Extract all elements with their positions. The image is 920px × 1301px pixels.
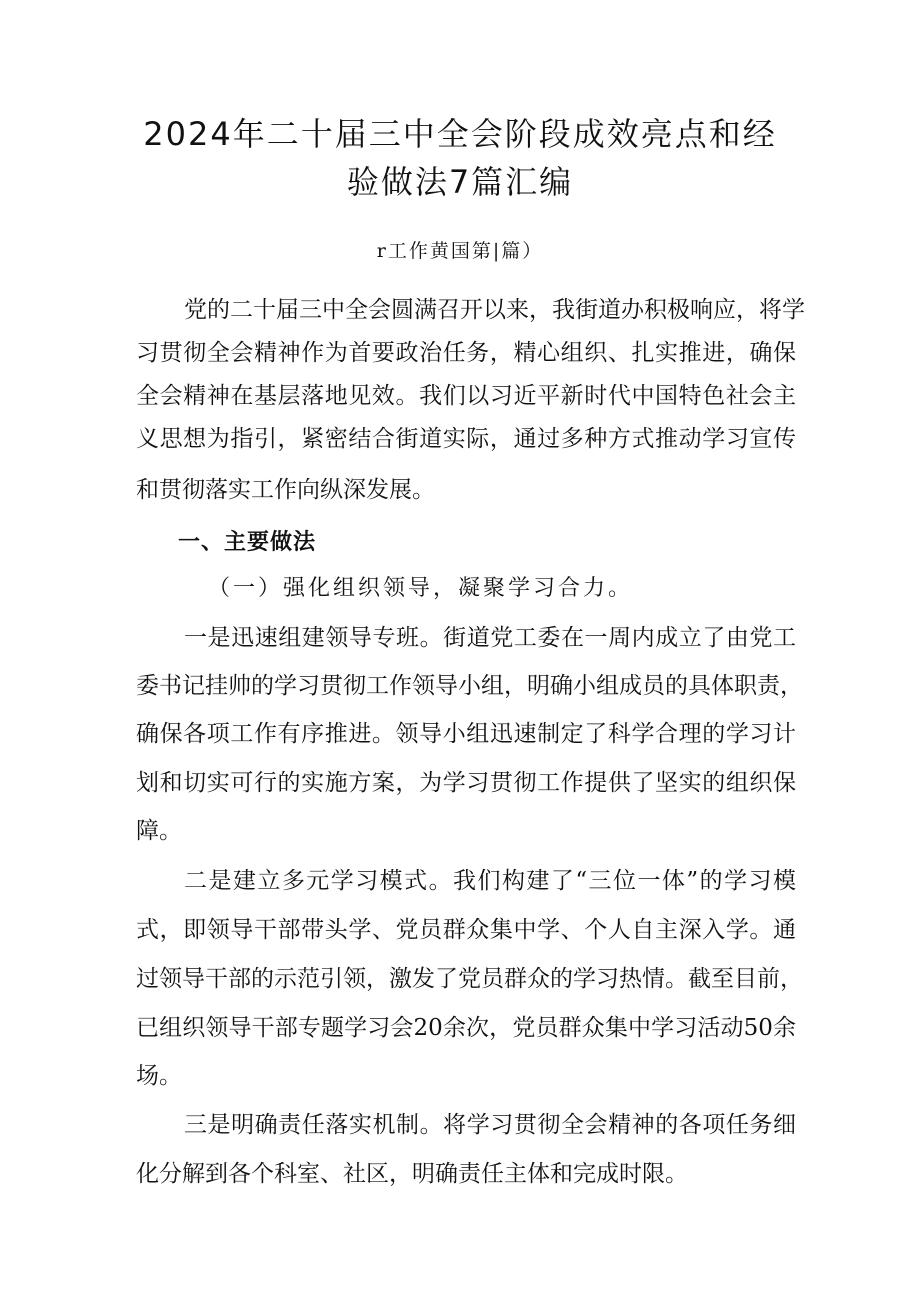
document-title-line-1: 2024年二十届三中全会阶段成效亮点和经 <box>143 115 777 153</box>
document-title-line-2: 验做法7篇汇编 <box>346 163 574 201</box>
para2-line-3: 过领导干部的示范引领，激发了党员群众的学习热情。截至目前， <box>136 966 803 992</box>
para1-line-5: 障。 <box>136 818 182 844</box>
intro-line-1: 党的二十届三中全会圆满召开以来，我街道办积极响应，将学 <box>184 297 805 323</box>
para3-line-1: 三是明确责任落实机制。将学习贯彻全会精神的各项任务细 <box>184 1112 796 1138</box>
para3-line-2: 化分解到各个科室、社区，明确责任主体和完成时限。 <box>136 1161 688 1187</box>
para1-line-4: 划和切实可行的实施方案，为学习贯彻工作提供了坚实的组织保 <box>136 770 796 796</box>
section-heading: 一、主要做法 <box>178 530 317 555</box>
intro-line-5: 和贯彻落实工作向纵深发展。 <box>136 477 435 503</box>
para2-line-1: 二是建立多元学习模式。我们构建了“三位一体”的学习模 <box>184 868 796 894</box>
document-subtitle: r工作黄国第|篇） <box>376 240 544 262</box>
subsection-heading: （一）强化组织领导，凝聚学习合力。 <box>208 576 634 601</box>
para1-line-3: 确保各项工作有序推进。领导小组迅速制定了科学合理的学习计 <box>136 721 796 747</box>
para2-line-2: 式，即领导干部带头学、党员群众集中学、个人自主深入学。通 <box>136 917 796 943</box>
intro-line-2: 习贯彻全会精神作为首要政治任务，精心组织、扎实推进，确保 <box>136 340 796 366</box>
intro-line-3: 全会精神在基层落地见效。我们以习近平新时代中国特色社会主 <box>136 383 796 409</box>
para1-line-1: 一是迅速组建领导专班。街道党工委在一周内成立了由党工 <box>184 625 796 651</box>
para2-line-4: 已组织领导干部专题学习会20余次，党员群众集中学习活动50余 <box>136 1015 796 1041</box>
para1-line-2: 委书记挂帅的学习贯彻工作领导小组，明确小组成员的具体职责， <box>136 673 803 699</box>
intro-line-4: 义思想为指引，紧密结合街道实际，通过多种方式推动学习宣传 <box>136 426 796 452</box>
para2-line-5: 场。 <box>136 1063 182 1089</box>
